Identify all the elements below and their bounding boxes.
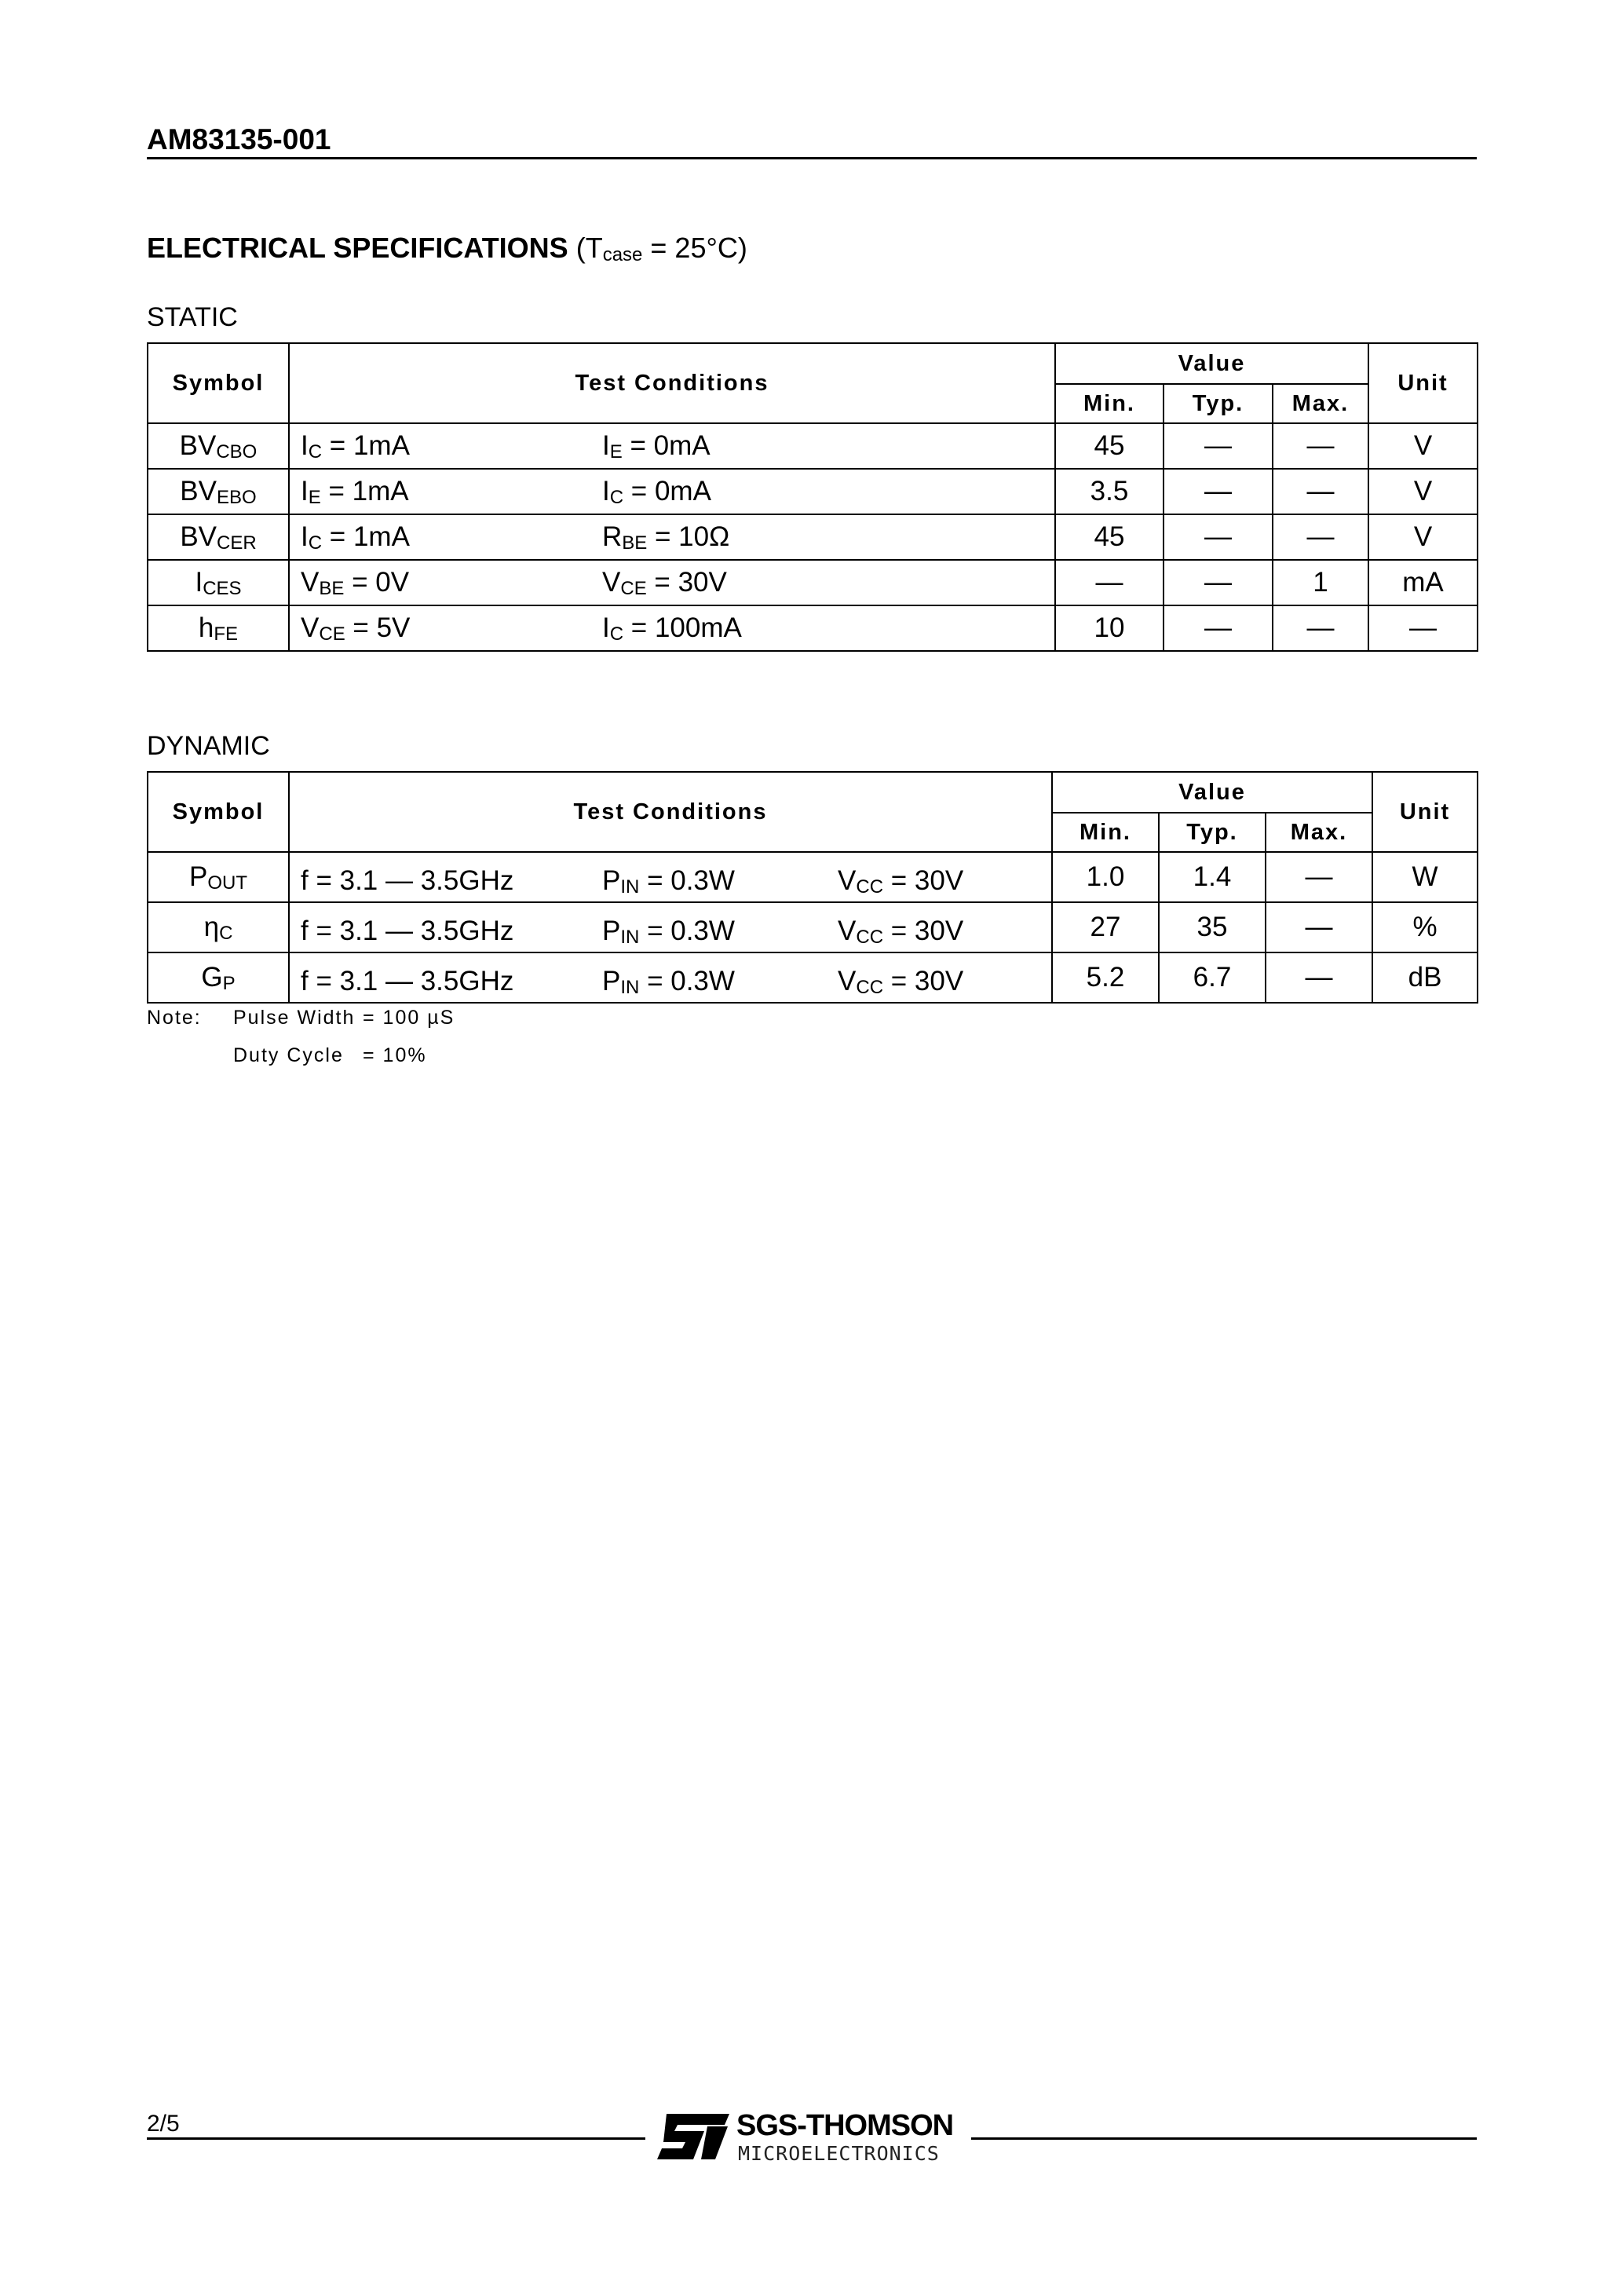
min-cell: 45 — [1055, 423, 1164, 469]
note-label: Note: — [147, 1007, 202, 1029]
symbol: P — [188, 861, 208, 892]
symbol-cell — [148, 852, 289, 902]
note — [147, 1007, 455, 1082]
min-cell: 1.0 — [1052, 852, 1159, 902]
dynamic-table — [147, 771, 1478, 1004]
header-rule — [147, 157, 1477, 159]
page-number: 2/5 — [147, 2111, 180, 2137]
symbol: G — [201, 962, 223, 993]
cond-val: = 0.3W — [639, 865, 735, 896]
min-cell: 10 — [1055, 605, 1164, 651]
condition-1 — [301, 612, 410, 644]
min-cell: 45 — [1055, 514, 1164, 560]
symbol: h — [198, 612, 214, 643]
cond-sub: BE — [622, 532, 648, 554]
typ-cell: — — [1164, 605, 1273, 651]
header-unit: Unit — [1372, 772, 1478, 852]
note-value: = 10% — [363, 1044, 427, 1066]
test-conditions-cell — [289, 514, 1055, 560]
table-row — [148, 423, 1478, 469]
cond-sub: IN — [620, 977, 640, 998]
cond-val: = 5V — [345, 612, 411, 643]
symbol: I — [195, 567, 203, 598]
cond-val: = 30V — [883, 865, 964, 896]
brand-subtitle: MICROELECTRONICS — [738, 2142, 940, 2165]
cond-sub: BE — [319, 578, 345, 599]
cond-val: = 0V — [344, 567, 410, 598]
cond-sub: E — [308, 487, 321, 508]
test-conditions-cell — [289, 902, 1052, 952]
header-unit: Unit — [1368, 343, 1478, 423]
test-conditions-cell — [289, 852, 1052, 902]
condition-frequency: f = 3.1 — 3.5GHz — [301, 916, 514, 946]
condition-1 — [301, 521, 410, 553]
typ-cell: — — [1164, 560, 1273, 605]
symbol-sub: P — [222, 973, 236, 994]
unit-cell: dB — [1372, 952, 1478, 1003]
symbol-cell — [148, 560, 289, 605]
cond-val: = 10Ω — [647, 521, 730, 552]
test-conditions-cell — [289, 560, 1055, 605]
cond-val: = 1mA — [320, 476, 409, 506]
typ-cell: 6.7 — [1159, 952, 1266, 1003]
brand-name: SGS-THOMSON — [736, 2109, 954, 2142]
footer-rule — [147, 2137, 645, 2140]
table-row — [148, 560, 1478, 605]
st-logo-icon — [656, 2112, 731, 2163]
header-test-conditions: Test Conditions — [289, 772, 1052, 852]
min-cell: 3.5 — [1055, 469, 1164, 514]
cond-var: V — [602, 567, 621, 598]
condition-1 — [301, 567, 409, 598]
table-row — [148, 852, 1478, 902]
typ-cell: — — [1164, 469, 1273, 514]
title-cond-sub: case — [602, 244, 643, 265]
table-row — [148, 952, 1478, 1003]
condition-2 — [602, 612, 742, 644]
dynamic-label: DYNAMIC — [147, 731, 270, 761]
cond-val: = 0mA — [623, 476, 711, 506]
header-max: Max. — [1266, 813, 1372, 852]
unit-cell: V — [1368, 514, 1478, 560]
cond-sub: C — [308, 532, 323, 554]
min-cell: 27 — [1052, 902, 1159, 952]
max-cell: — — [1273, 469, 1368, 514]
header-symbol: Symbol — [148, 343, 289, 423]
max-cell: — — [1273, 605, 1368, 651]
condition-input-power — [602, 916, 735, 947]
symbol-sub: CES — [203, 578, 242, 599]
table-row — [148, 469, 1478, 514]
cond-sub: CC — [856, 876, 884, 898]
cond-sub: CE — [319, 623, 345, 645]
cond-sub: C — [308, 441, 323, 462]
unit-cell: % — [1372, 902, 1478, 952]
cond-var: V — [301, 612, 320, 643]
cond-var: I — [301, 521, 309, 552]
cond-sub: CE — [620, 578, 647, 599]
condition-2 — [602, 521, 729, 553]
symbol: BV — [180, 476, 217, 506]
header-min: Min. — [1055, 384, 1164, 423]
table-row — [148, 514, 1478, 560]
unit-cell: — — [1368, 605, 1478, 651]
condition-supply-voltage — [838, 966, 963, 997]
cond-val: = 30V — [883, 966, 964, 996]
symbol-sub: CBO — [216, 441, 258, 462]
condition-supply-voltage — [838, 916, 963, 947]
note-key: Duty Cycle — [233, 1044, 344, 1066]
symbol-cell — [148, 952, 289, 1003]
cond-var: I — [602, 476, 610, 506]
cond-var: I — [301, 476, 309, 506]
typ-cell: — — [1164, 514, 1273, 560]
cond-sub: C — [609, 623, 624, 645]
cond-var: V — [838, 966, 857, 996]
cond-var: P — [602, 865, 621, 896]
note-value: = 100 µS — [363, 1007, 455, 1029]
symbol-sub: OUT — [207, 872, 248, 894]
title-cond-open: (T — [575, 232, 603, 264]
symbol-sub: C — [219, 923, 233, 944]
typ-cell: — — [1164, 423, 1273, 469]
condition-2 — [602, 476, 711, 507]
unit-cell: V — [1368, 423, 1478, 469]
test-conditions-cell — [289, 469, 1055, 514]
test-conditions-cell — [289, 605, 1055, 651]
cond-val: = 30V — [883, 916, 964, 946]
condition-2 — [602, 567, 727, 598]
cond-var: V — [838, 916, 857, 946]
cond-val: = 30V — [646, 567, 727, 598]
condition-2 — [602, 430, 711, 462]
condition-input-power — [602, 966, 735, 997]
max-cell: 1 — [1273, 560, 1368, 605]
max-cell: — — [1266, 852, 1372, 902]
dynamic-body — [148, 852, 1478, 1003]
symbol: BV — [179, 430, 217, 461]
header-symbol: Symbol — [148, 772, 289, 852]
table-row — [148, 605, 1478, 651]
symbol-sub: EBO — [217, 487, 257, 508]
max-cell: — — [1266, 952, 1372, 1003]
typ-cell: 35 — [1159, 902, 1266, 952]
static-table — [147, 342, 1478, 652]
header-max: Max. — [1273, 384, 1368, 423]
static-body — [148, 423, 1478, 651]
unit-cell: V — [1368, 469, 1478, 514]
cond-var: I — [602, 430, 610, 461]
header-value: Value — [1055, 343, 1368, 384]
symbol: BV — [180, 521, 217, 552]
max-cell: — — [1266, 902, 1372, 952]
unit-cell: W — [1372, 852, 1478, 902]
condition-1 — [301, 476, 409, 507]
max-cell: — — [1273, 514, 1368, 560]
cond-sub: C — [609, 487, 624, 508]
unit-cell: mA — [1368, 560, 1478, 605]
min-cell: — — [1055, 560, 1164, 605]
min-cell: 5.2 — [1052, 952, 1159, 1003]
cond-sub: IN — [620, 876, 640, 898]
table-row — [148, 902, 1478, 952]
cond-var: I — [301, 430, 309, 461]
cond-val: = 1mA — [322, 430, 410, 461]
cond-var: V — [301, 567, 320, 598]
condition-frequency: f = 3.1 — 3.5GHz — [301, 966, 514, 996]
title-cond-close: = 25°C) — [642, 232, 747, 264]
max-cell: — — [1273, 423, 1368, 469]
cond-var: P — [602, 916, 621, 946]
cond-var: I — [602, 612, 610, 643]
symbol-sub: FE — [214, 623, 239, 645]
cond-val: = 100mA — [623, 612, 742, 643]
symbol: η — [203, 912, 220, 942]
cond-sub: E — [609, 441, 623, 462]
header-value: Value — [1052, 772, 1372, 813]
symbol-cell — [148, 902, 289, 952]
symbol-cell — [148, 469, 289, 514]
header-test-conditions: Test Conditions — [289, 343, 1055, 423]
cond-val: = 0.3W — [639, 916, 735, 946]
condition-1 — [301, 430, 410, 462]
cond-val: = 0.3W — [639, 966, 735, 996]
cond-sub: CC — [856, 927, 884, 948]
cond-val: = 0mA — [622, 430, 711, 461]
section-title — [147, 232, 747, 265]
header-typ: Typ. — [1159, 813, 1266, 852]
cond-var: V — [838, 865, 857, 896]
test-conditions-cell — [289, 423, 1055, 469]
footer-rule — [971, 2137, 1477, 2140]
condition-input-power — [602, 865, 735, 897]
header-min: Min. — [1052, 813, 1159, 852]
symbol-cell — [148, 605, 289, 651]
cond-var: R — [602, 521, 623, 552]
header-typ: Typ. — [1164, 384, 1273, 423]
cond-var: P — [602, 966, 621, 996]
condition-supply-voltage — [838, 865, 963, 897]
typ-cell: 1.4 — [1159, 852, 1266, 902]
cond-sub: IN — [620, 927, 640, 948]
cond-val: = 1mA — [322, 521, 410, 552]
cond-sub: CC — [856, 977, 884, 998]
condition-frequency: f = 3.1 — 3.5GHz — [301, 865, 514, 896]
part-number: AM83135-001 — [147, 123, 331, 155]
static-label: STATIC — [147, 302, 238, 332]
note-key: Pulse Width — [233, 1007, 356, 1029]
symbol-cell — [148, 423, 289, 469]
symbol-sub: CER — [217, 532, 257, 554]
test-conditions-cell — [289, 952, 1052, 1003]
title-bold: ELECTRICAL SPECIFICATIONS — [147, 232, 568, 264]
symbol-cell — [148, 514, 289, 560]
